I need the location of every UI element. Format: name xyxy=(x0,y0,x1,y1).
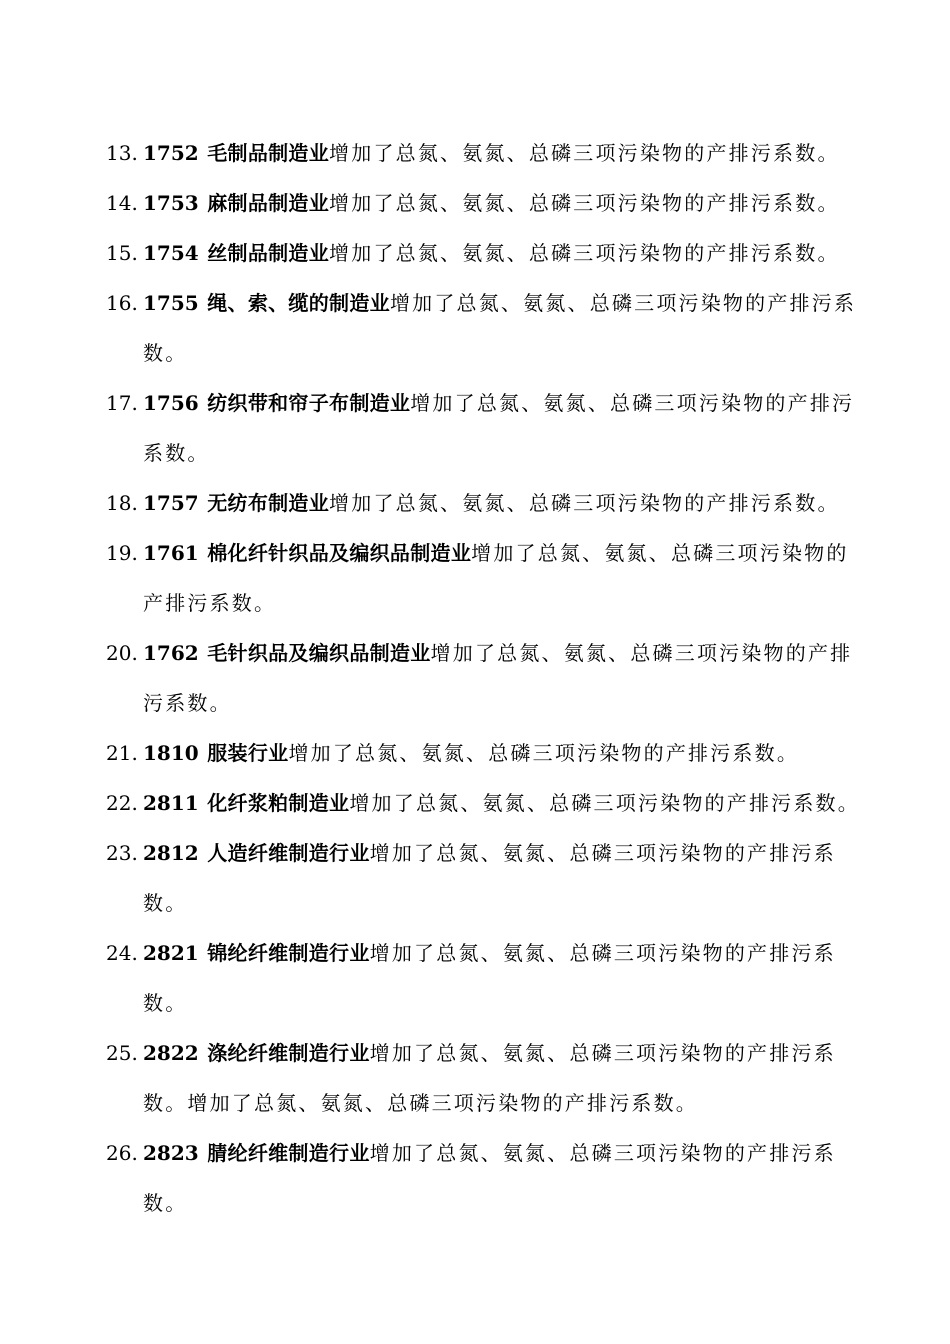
industry-title: 人造纤维制造行业 xyxy=(207,841,370,865)
industry-title: 毛制品制造业 xyxy=(207,141,330,165)
industry-code: 1754 xyxy=(143,241,199,265)
item-text: 增加了总氮、氨氮、总磷三项污染物的产排污系数。 xyxy=(288,741,800,765)
list-item xyxy=(106,1128,866,1228)
list-item xyxy=(106,378,866,478)
industry-update-list xyxy=(106,128,866,1228)
industry-code: 2822 xyxy=(143,1041,199,1065)
item-text: 增加了总氮、氨氮、总磷三项污染物的产排污系数。 xyxy=(143,541,849,615)
industry-code: 2821 xyxy=(143,941,199,965)
industry-title: 棉化纤针织品及编织品制造业 xyxy=(207,541,472,565)
industry-code: 1752 xyxy=(143,141,199,165)
list-item xyxy=(106,928,866,1028)
industry-code: 2823 xyxy=(143,1141,199,1165)
industry-title: 麻制品制造业 xyxy=(207,191,330,215)
item-number: 18. xyxy=(106,491,138,515)
item-number: 22. xyxy=(106,791,138,815)
industry-code: 1756 xyxy=(143,391,199,415)
industry-title: 丝制品制造业 xyxy=(207,241,330,265)
list-item xyxy=(106,278,866,378)
item-number: 19. xyxy=(106,541,138,565)
item-text: 增加了总氮、氨氮、总磷三项污染物的产排污系数。 xyxy=(143,941,836,1015)
item-text: 增加了总氮、氨氮、总磷三项污染物的产排污系数。 xyxy=(349,791,860,815)
item-text: 增加了总氮、氨氮、总磷三项污染物的产排污系数。 xyxy=(143,1141,836,1215)
item-number: 13. xyxy=(106,141,138,165)
list-item xyxy=(106,128,866,178)
industry-title: 服装行业 xyxy=(207,741,289,765)
item-number: 16. xyxy=(106,291,138,315)
industry-code: 1810 xyxy=(143,741,199,765)
item-number: 17. xyxy=(106,391,138,415)
list-item xyxy=(106,828,866,928)
industry-title: 涤纶纤维制造行业 xyxy=(207,1041,370,1065)
list-item xyxy=(106,478,866,528)
item-number: 21. xyxy=(106,741,138,765)
industry-code: 1757 xyxy=(143,491,199,515)
industry-code: 1755 xyxy=(143,291,199,315)
industry-code: 2812 xyxy=(143,841,199,865)
item-number: 24. xyxy=(106,941,138,965)
item-text: 增加了总氮、氨氮、总磷三项污染物的产排污系数。 xyxy=(143,841,836,915)
list-item xyxy=(106,528,866,628)
item-number: 14. xyxy=(106,191,138,215)
industry-title: 化纤浆粕制造业 xyxy=(207,791,350,815)
industry-code: 2811 xyxy=(143,791,199,815)
list-item xyxy=(106,178,866,228)
item-text: 增加了总氮、氨氮、总磷三项污染物的产排污系数。 xyxy=(329,241,840,265)
industry-code: 1762 xyxy=(143,641,199,665)
industry-title: 纺织带和帘子布制造业 xyxy=(207,391,411,415)
list-item xyxy=(106,778,866,828)
item-text: 增加了总氮、氨氮、总磷三项污染物的产排污系数。 xyxy=(143,641,853,715)
item-text: 增加了总氮、氨氮、总磷三项污染物的产排污系数。增加了总氮、氨氮、总磷三项污染物的产排污系数。 xyxy=(143,1041,836,1115)
industry-code: 1753 xyxy=(143,191,199,215)
item-number: 23. xyxy=(106,841,138,865)
list-item xyxy=(106,728,866,778)
industry-code: 1761 xyxy=(143,541,199,565)
item-text: 增加了总氮、氨氮、总磷三项污染物的产排污系数。 xyxy=(329,141,840,165)
item-number: 26. xyxy=(106,1141,138,1165)
item-number: 25. xyxy=(106,1041,138,1065)
item-text: 增加了总氮、氨氮、总磷三项污染物的产排污系数。 xyxy=(143,391,855,465)
list-item xyxy=(106,628,866,728)
list-item xyxy=(106,228,866,278)
item-text: 增加了总氮、氨氮、总磷三项污染物的产排污系数。 xyxy=(329,191,840,215)
item-text: 增加了总氮、氨氮、总磷三项污染物的产排污系数。 xyxy=(143,291,857,365)
item-number: 15. xyxy=(106,241,138,265)
list-item xyxy=(106,1028,866,1128)
industry-title: 锦纶纤维制造行业 xyxy=(207,941,370,965)
item-text: 增加了总氮、氨氮、总磷三项污染物的产排污系数。 xyxy=(329,491,840,515)
industry-title: 毛针织品及编织品制造业 xyxy=(207,641,431,665)
industry-title: 腈纶纤维制造行业 xyxy=(207,1141,370,1165)
item-number: 20. xyxy=(106,641,138,665)
industry-title: 绳、索、缆的制造业 xyxy=(207,291,390,315)
industry-title: 无纺布制造业 xyxy=(207,491,330,515)
